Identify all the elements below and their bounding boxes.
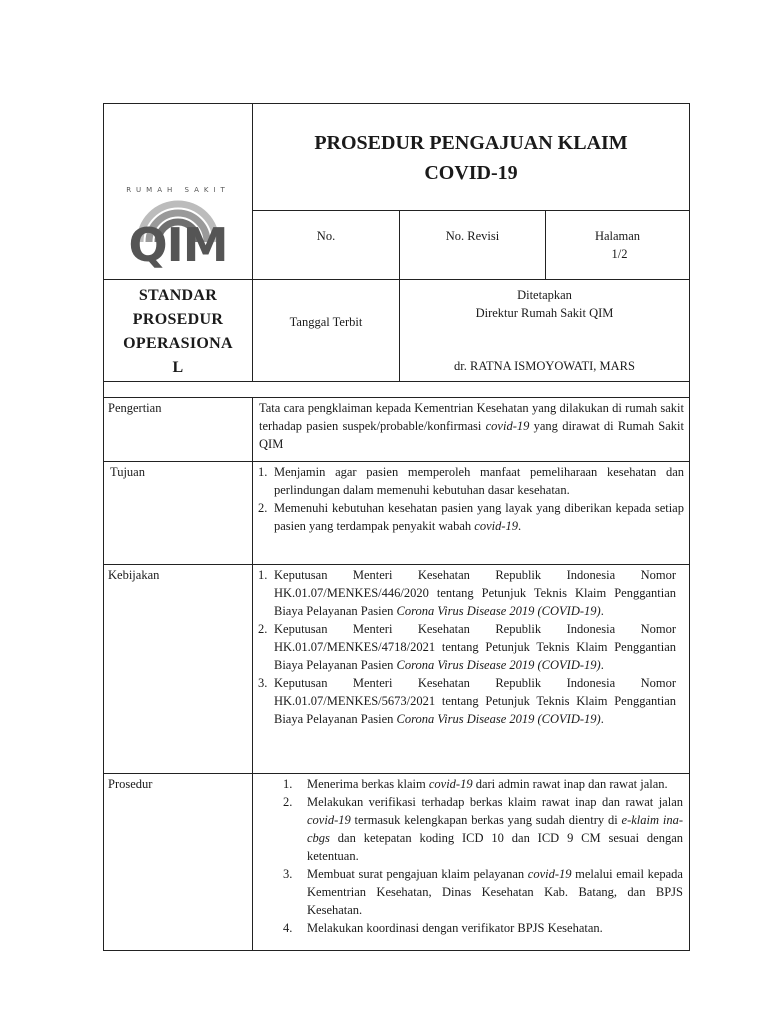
hospital-logo — [116, 180, 240, 276]
no-label: No. — [316, 229, 336, 243]
pengertian-text: Tata cara pengklaiman kepada Kementrian Kesehatan yang dilakukan di rumah sakit terhadap pasien suspek/probable/konfirmasi covid-19 yang dirawat di Rumah Sakit QIM — [259, 401, 684, 451]
halaman-cell — [546, 227, 689, 263]
pengertian-label: Pengertian — [108, 401, 162, 415]
sop-line-2: PROSEDUR — [132, 311, 224, 328]
list-item: 3. Keputusan Menteri Kesehatan Republik Indonesia Nomor HK.01.07/MENKES/5673/2021 tentang Petunjuk Teknis Klaim Penggantian Biaya Pelayanan Pasien Corona Virus Disease 2019 (COVID-19). — [258, 676, 676, 726]
sop-line-3: OPERASIONA — [123, 335, 233, 352]
ditetapkan-label: Ditetapkan — [517, 288, 572, 302]
list-item: 1. Menjamin agar pasien memperoleh manfaat pemeliharaan kesehatan dan perlindungan dalam memenuhi kebutuhan dasar kesehatan. — [258, 465, 684, 497]
title-line-1: PROSEDUR PENGAJUAN KLAIM — [314, 132, 628, 154]
list-item: 4. Melakukan koordinasi dengan verifikator BPJS Kesehatan. — [283, 921, 603, 935]
logo-name: QIM — [128, 218, 228, 272]
list-item: 2. Melakukan verifikasi terhadap berkas klaim rawat inap dan rawat jalan covid-19 termasuk kelengkapan berkas yang sudah dientry di e-klaim ina-cbgs dan ketepatan koding ICD 10 dan ICD 9 CM sesuai dengan ketentuan. — [283, 795, 683, 863]
prosedur-list — [283, 775, 683, 937]
kebijakan-list — [258, 566, 676, 728]
title-line-2: COVID-19 — [424, 162, 518, 184]
list-item: 3. Membuat surat pengajuan klaim pelayanan covid-19 melalui email kepada Kementrian Kesehatan, Dinas Kesehatan Kab. Batang, dan BPJS Kesehatan. — [283, 867, 683, 917]
tanggal-terbit-label: Tanggal Terbit — [289, 315, 363, 329]
sop-line-4: L — [172, 359, 184, 376]
list-item: 1. Keputusan Menteri Kesehatan Republik Indonesia Nomor HK.01.07/MENKES/446/2020 tentang Petunjuk Teknis Klaim Penggantian Biaya Pelayanan Pasien Corona Virus Disease 2019 (COVID-19). — [258, 568, 676, 618]
direktur-label: Direktur Rumah Sakit QIM — [475, 306, 614, 320]
kebijakan-label: Kebijakan — [108, 568, 160, 582]
prosedur-label: Prosedur — [108, 777, 153, 791]
sop-line-1: STANDAR — [138, 287, 218, 304]
logo-arc-text: RUMAH SAKIT — [126, 186, 230, 194]
list-item: 1. Menerima berkas klaim covid-19 dari admin rawat inap dan rawat jalan. — [283, 777, 668, 791]
halaman-label: Halaman — [594, 229, 641, 243]
revisi-label: No. Revisi — [445, 229, 500, 243]
list-item: 2. Keputusan Menteri Kesehatan Republik Indonesia Nomor HK.01.07/MENKES/4718/2021 tentang Petunjuk Teknis Klaim Penggantian Biaya Pelayanan Pasien Corona Virus Disease 2019 (COVID-19). — [258, 622, 676, 672]
list-item: 2. Memenuhi kebutuhan kesehatan pasien yang layak yang diberikan kepada setiap pasien yang terdampak penyakit wabah covid-19. — [258, 501, 684, 533]
tujuan-label: Tujuan — [110, 465, 145, 479]
ditetapkan-block — [400, 286, 689, 322]
tujuan-list — [258, 463, 684, 535]
document-title — [253, 128, 689, 188]
halaman-value: 1/2 — [611, 247, 628, 261]
sop-label — [104, 284, 252, 380]
signatory-name: dr. RATNA ISMOYOWATI, MARS — [454, 359, 635, 373]
